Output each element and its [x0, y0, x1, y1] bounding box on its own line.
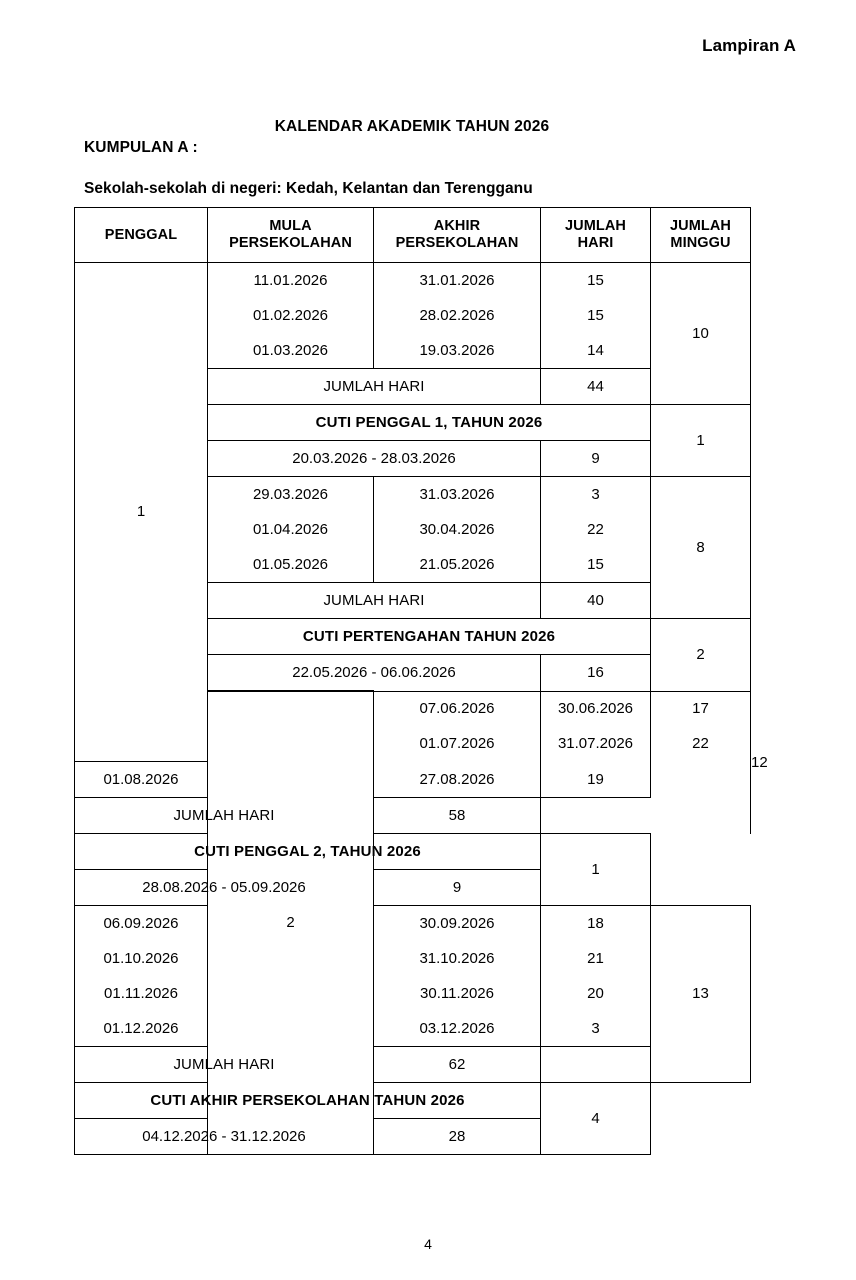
table-row: [75, 941, 751, 976]
mula-date: 07.06.2026: [374, 691, 541, 727]
jumlah-hari-value: 9: [374, 870, 541, 906]
jumlah-hari-value: 22: [651, 727, 751, 762]
akhir-date: 31.10.2026: [374, 941, 541, 976]
jumlah-hari-value: 18: [541, 906, 651, 942]
akhir-date: 31.07.2026: [541, 727, 651, 762]
header-akhir-line2: PERSEKOLAHAN: [395, 235, 519, 251]
mula-date: 01.02.2026: [208, 298, 374, 333]
table-row-total: [75, 1047, 751, 1083]
akhir-date: 30.11.2026: [374, 976, 541, 1011]
header-akhir-line1: AKHIR: [433, 218, 481, 235]
header-mula-persekolahan: [208, 208, 374, 263]
mula-date: 01.05.2026: [208, 547, 374, 583]
akhir-date: 31.01.2026: [374, 263, 541, 299]
jumlah-hari-value: 9: [541, 441, 651, 477]
akhir-date: 30.04.2026: [374, 512, 541, 547]
cuti-pertengahan-title: CUTI PERTENGAHAN TAHUN 2026: [208, 619, 651, 655]
header-akhir-persekolahan: [374, 208, 541, 263]
cuti-penggal-2-range: 28.08.2026 - 05.09.2026: [75, 870, 374, 906]
page-number: 4: [424, 1236, 432, 1252]
jumlah-minggu-value: 8: [651, 477, 751, 619]
jumlah-hari-value: 22: [541, 512, 651, 547]
header-hari-line2: HARI: [577, 235, 614, 251]
cuti-penggal-2-title: CUTI PENGGAL 2, TAHUN 2026: [75, 834, 541, 870]
penggal-1-label: 1: [75, 263, 208, 762]
penggal-2-label: 2: [208, 691, 374, 1155]
akhir-date: 28.02.2026: [374, 298, 541, 333]
header-minggu-line1: JUMLAH: [669, 218, 731, 235]
negeri-label: Sekolah-sekolah di negeri: Kedah, Kelantan dan Terengganu: [84, 180, 533, 197]
header-jumlah-hari: [541, 208, 651, 263]
table-row: 2 07.06.2026 30.06.2026 17 12: [75, 691, 751, 727]
jumlah-hari-total: 62: [374, 1047, 541, 1083]
jumlah-hari-value: 15: [541, 263, 651, 299]
mula-date: 01.12.2026: [75, 1011, 208, 1047]
mula-date: 11.01.2026: [208, 263, 374, 299]
jumlah-hari-label: JUMLAH HARI: [75, 1047, 374, 1083]
header-minggu-line2: MINGGU: [670, 235, 731, 251]
page-title: KALENDAR AKADEMIK TAHUN 2026: [274, 118, 550, 135]
mula-date: 01.04.2026: [208, 512, 374, 547]
jumlah-hari-value: 21: [541, 941, 651, 976]
jumlah-hari-value: 3: [541, 1011, 651, 1047]
jumlah-hari-total: 40: [541, 583, 651, 619]
table-row-cuti-title: [75, 834, 751, 870]
table-row: [75, 762, 751, 798]
cuti-penggal-1-range: 20.03.2026 - 28.03.2026: [208, 441, 541, 477]
jumlah-hari-total: 44: [541, 369, 651, 405]
jumlah-hari-label: JUMLAH HARI: [208, 583, 541, 619]
jumlah-hari-value: 16: [541, 655, 651, 692]
akhir-date: 21.05.2026: [374, 547, 541, 583]
mula-date: 29.03.2026: [208, 477, 374, 513]
jumlah-hari-total: 58: [374, 798, 541, 834]
jumlah-hari-value: 14: [541, 333, 651, 369]
akhir-date: 31.03.2026: [374, 477, 541, 513]
jumlah-minggu-value: 2: [651, 619, 751, 692]
cuti-pertengahan-range: 22.05.2026 - 06.06.2026: [208, 655, 541, 692]
mula-date: 06.09.2026: [75, 906, 208, 942]
jumlah-hari-value: 28: [374, 1119, 541, 1155]
header-hari-line1: JUMLAH: [564, 218, 626, 235]
akhir-date: 03.12.2026: [374, 1011, 541, 1047]
jumlah-hari-value: 3: [541, 477, 651, 513]
jumlah-hari-label: JUMLAH HARI: [75, 798, 374, 834]
header-jumlah-minggu: [651, 208, 751, 263]
jumlah-minggu-value: 10: [651, 263, 751, 405]
header-mula-line1: MULA: [269, 218, 312, 235]
jumlah-hari-value: 17: [651, 691, 751, 727]
mula-date: 01.10.2026: [75, 941, 208, 976]
header-mula-line2: PERSEKOLAHAN: [229, 235, 352, 251]
akhir-date: 27.08.2026: [374, 762, 541, 798]
academic-calendar-table: [74, 207, 768, 1155]
akhir-date: 30.09.2026: [374, 906, 541, 942]
header-penggal: PENGGAL: [75, 208, 208, 263]
jumlah-hari-label: JUMLAH HARI: [208, 369, 541, 405]
jumlah-hari-value: 20: [541, 976, 651, 1011]
akhir-date: 30.06.2026: [541, 691, 651, 727]
cuti-akhir-title: CUTI AKHIR PERSEKOLAHAN TAHUN 2026: [75, 1083, 541, 1119]
table-header-row: [75, 208, 751, 263]
cuti-akhir-range: 04.12.2026 - 31.12.2026: [75, 1119, 374, 1155]
jumlah-minggu-value: 4: [541, 1083, 651, 1155]
jumlah-minggu-value: 13: [651, 906, 751, 1083]
lampiran-label: Lampiran A: [702, 36, 796, 55]
jumlah-hari-value: 15: [541, 298, 651, 333]
mula-date: 01.11.2026: [75, 976, 208, 1011]
table-row-cuti-title: [75, 1083, 751, 1119]
akhir-date: 19.03.2026: [374, 333, 541, 369]
table-row: [75, 1011, 751, 1047]
jumlah-hari-value: 19: [541, 762, 651, 798]
jumlah-minggu-value: 1: [541, 834, 651, 906]
mula-date: 01.07.2026: [374, 727, 541, 762]
table-row: [75, 976, 751, 1011]
table-row-total: [75, 798, 751, 834]
mula-date: 01.08.2026: [75, 762, 208, 798]
table-row: [75, 263, 751, 299]
cuti-penggal-1-title: CUTI PENGGAL 1, TAHUN 2026: [208, 405, 651, 441]
jumlah-minggu-value: 1: [651, 405, 751, 477]
jumlah-hari-value: 15: [541, 547, 651, 583]
kumpulan-label: KUMPULAN A :: [84, 139, 198, 156]
table-row: [75, 906, 751, 942]
mula-date: 01.03.2026: [208, 333, 374, 369]
